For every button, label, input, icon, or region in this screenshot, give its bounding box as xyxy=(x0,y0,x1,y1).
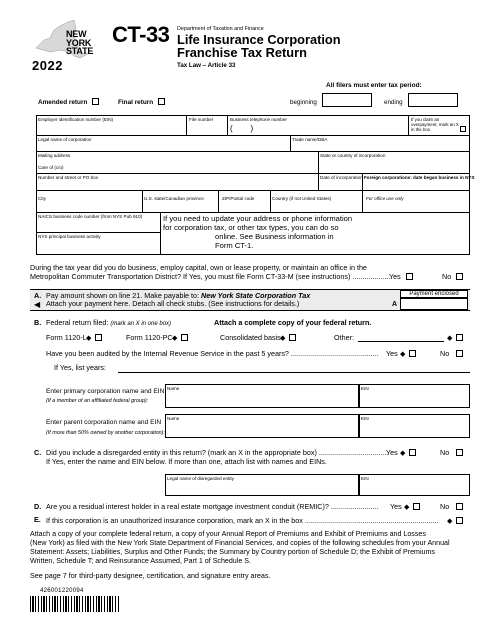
bullet-icon: ◆ xyxy=(400,351,406,358)
option-other-checkbox[interactable] xyxy=(456,334,463,341)
audit-yes-label: Yes xyxy=(386,349,398,358)
section-c-no-checkbox[interactable] xyxy=(456,449,463,456)
parent-name-label: Name xyxy=(167,416,180,421)
mctd-yes-checkbox[interactable] xyxy=(406,273,413,280)
section-c-no-label: No xyxy=(440,448,450,457)
audit-years-label: If Yes, list years: xyxy=(54,363,106,372)
attach-line-1: Attach a copy of your complete federal return, a copy of your Annual Report of Premiums and Exhibit of Premiums and Losses xyxy=(30,530,426,538)
legal-name-field[interactable]: Legal name of corporation xyxy=(38,137,92,142)
file-number-field[interactable]: File number xyxy=(189,117,214,122)
state-of-incorporation-field[interactable]: State or country of incorporation xyxy=(320,153,386,158)
section-a-line1: Pay amount shown on line 21. Make payable to: xyxy=(46,291,202,300)
de-ein-field[interactable] xyxy=(359,474,470,496)
federal-attach-note: Attach a complete copy of your federal return. xyxy=(214,318,372,327)
section-a-line2: Attach your payment here. Detach all check stubs. (See instructions for details.) xyxy=(46,299,300,308)
ending-label: ending xyxy=(384,99,403,106)
update-note-line3: online. See Business information in xyxy=(215,232,334,241)
de-ein-label: EIN xyxy=(361,476,369,481)
other-text-line[interactable] xyxy=(358,341,444,342)
section-b-letter: B. xyxy=(34,318,42,327)
audit-question: Have you been audited by the Internal Revenue Service in the past 5 years? ............................................ xyxy=(46,349,379,358)
attachments-paragraph xyxy=(30,530,475,566)
option-other-label: Other: xyxy=(334,333,354,342)
section-e-checkbox[interactable] xyxy=(456,517,463,524)
section-d-no-label: No xyxy=(440,502,450,511)
form-title-line1: Life Insurance Corporation xyxy=(177,32,341,47)
parent-corp-note: (If more than 50% owned by another corporation): xyxy=(46,430,165,436)
bullet-icon: ◆ xyxy=(172,335,178,342)
primary-name-field[interactable] xyxy=(165,384,359,408)
logo-line-1: NEW xyxy=(66,29,87,39)
mctd-no-checkbox[interactable] xyxy=(456,273,463,280)
see-page-note: See page 7 for third-party designee, certification, and signature entry areas. xyxy=(30,571,271,580)
section-c-yes-label: Yes xyxy=(386,448,398,457)
parent-ein-field[interactable] xyxy=(359,414,470,438)
primary-name-label: Name xyxy=(167,386,180,391)
update-info-note xyxy=(163,214,352,250)
bullet-icon: ◆ xyxy=(280,335,286,342)
unauthorized-question: If this corporation is an unauthorized insurance corporation, mark an X in the box ................................................................... xyxy=(46,517,439,525)
option-1120l-label: Form 1120-L xyxy=(46,333,87,342)
foreign-business-date-field[interactable]: Foreign corporations: date began business in NYS xyxy=(364,175,475,180)
payment-enclosed-label: Payment enclosed xyxy=(400,290,468,298)
mctd-yes-label: Yes xyxy=(389,272,401,281)
update-note-line4: Form CT-1. xyxy=(215,241,254,250)
mctd-no-label: No xyxy=(442,272,452,281)
tax-period-label: All filers must enter tax period: xyxy=(326,82,422,89)
city-field[interactable]: City xyxy=(38,196,46,201)
attach-line-3: Statement: Assets; Liabilities, Surplus and Other Funds; the Summary by Country portion of Schedule D; the Exhibit of Premiums xyxy=(30,548,435,556)
amended-return-label: Amended return xyxy=(38,99,88,106)
section-a-letter: A. xyxy=(34,291,42,300)
naics-field[interactable]: NAICS business code number (from NYS Pub 910) xyxy=(38,214,143,219)
audit-yes-checkbox[interactable] xyxy=(409,350,416,357)
de-name-label: Legal name of disregarded entity xyxy=(167,476,234,481)
section-c-yes-checkbox[interactable] xyxy=(409,449,416,456)
department-name: Department of Taxation and Finance xyxy=(177,26,264,32)
logo-line-2: YORK xyxy=(66,37,92,48)
barcode xyxy=(30,596,120,612)
bullet-icon: ◆ xyxy=(86,335,92,342)
section-d-letter: D. xyxy=(34,502,42,511)
bullet-icon: ◆ xyxy=(447,335,453,342)
update-note-line1: If you need to update your address or phone information xyxy=(163,214,353,223)
country-field[interactable]: Country (if not United States) xyxy=(272,196,332,201)
federal-mark-note: (mark an X in one box) xyxy=(110,321,172,327)
ending-date-field[interactable] xyxy=(408,93,458,107)
primary-ein-field[interactable] xyxy=(359,384,470,408)
section-d-yes-label: Yes xyxy=(390,502,402,511)
primary-corp-note: (If a member of an affiliated federal group): xyxy=(46,398,149,404)
zip-field[interactable]: ZIP/Postal code xyxy=(222,196,255,201)
care-of-field[interactable]: Care of (c/o) xyxy=(38,165,64,170)
section-d-yes-checkbox[interactable] xyxy=(413,503,420,510)
payment-letter: A xyxy=(392,301,398,308)
form-year: 2022 xyxy=(32,58,63,73)
primary-ein-label: EIN xyxy=(361,386,369,391)
arrow-icon: ◀ xyxy=(34,300,41,309)
us-state-field[interactable]: U.S. state/Canadian province xyxy=(144,196,204,201)
phone-template: ( ) xyxy=(230,124,254,133)
parent-ein-label: EIN xyxy=(361,416,369,421)
audit-no-label: No xyxy=(440,349,450,358)
form-number: CT-33 xyxy=(112,22,170,47)
office-use-label: For office use only xyxy=(366,196,404,201)
ein-field[interactable]: Employer identification number (EIN) xyxy=(38,117,114,122)
audit-no-checkbox[interactable] xyxy=(456,350,463,357)
bullet-icon: ◆ xyxy=(404,504,410,511)
primary-corp-label: Enter primary corporation name and EIN xyxy=(46,388,165,395)
form-title-line2: Franchise Tax Return xyxy=(177,45,307,60)
nys-activity-field[interactable]: NYS principal business activity xyxy=(38,234,101,239)
section-d-no-checkbox[interactable] xyxy=(456,503,463,510)
street-field[interactable]: Number and street or PO box xyxy=(38,175,99,180)
date-of-incorporation-field[interactable]: Date of incorporation xyxy=(320,175,363,180)
attach-line-2: (New York) as filed with the New York State Department of Financial Services, and copies of the following schedules from your Annual xyxy=(30,539,450,547)
option-1120l-checkbox[interactable] xyxy=(95,334,102,341)
parent-corp-label: Enter parent corporation name and EIN xyxy=(46,419,162,426)
mctd-question-line1: During the tax year did you do business, employ capital, own or lease property, or maintain an office in the xyxy=(30,263,367,272)
section-a-payee: New York State Corporation Tax xyxy=(201,291,311,300)
beginning-label: beginning xyxy=(290,99,317,106)
attach-line-4: Written, Schedule T; and Reinsurance Assumed, Part 1 of Schedule S. xyxy=(30,557,251,565)
barcode-number: 426001220094 xyxy=(40,588,84,594)
overpayment-checkbox[interactable] xyxy=(460,126,466,132)
beginning-date-field[interactable] xyxy=(322,93,372,107)
federal-return-label: Federal return filed: xyxy=(46,318,109,327)
option-consolidated-checkbox[interactable] xyxy=(289,334,296,341)
option-consolidated-label: Consolidated basis xyxy=(220,333,281,342)
option-1120pc-label: Form 1120-PC xyxy=(126,333,173,342)
mailing-address-field[interactable]: Mailing address xyxy=(38,153,71,158)
update-note-line2: for corporation tax, or other tax types, you can do so xyxy=(163,223,339,232)
disregarded-entity-instruction: If Yes, enter the name and EIN below. If more than one, attach list with names and EINs. xyxy=(46,457,327,466)
tax-law: Tax Law – Article 33 xyxy=(177,62,236,69)
amended-return-checkbox[interactable] xyxy=(92,98,99,105)
disregarded-entity-question: Did you include a disregarded entity in this return? (mark an X in the appropriate box) ................................... xyxy=(46,448,389,457)
phone-field[interactable]: Business telephone number xyxy=(230,117,287,122)
overpayment-note: If you claim an overpayment, mark an X in the box xyxy=(411,117,459,132)
bullet-icon: ◆ xyxy=(447,518,453,525)
logo-line-3: STATE xyxy=(66,46,94,56)
option-1120pc-checkbox[interactable] xyxy=(181,334,188,341)
section-e-letter: E. xyxy=(34,515,41,524)
final-return-checkbox[interactable] xyxy=(158,98,165,105)
trade-name-field[interactable]: Trade name/DBA xyxy=(292,137,328,142)
payment-amount-field[interactable] xyxy=(400,298,468,310)
remic-question: Are you a residual interest holder in a real estate mortgage investment conduit (REMIC)? ........................ xyxy=(46,502,379,511)
mctd-question-line2: Metropolitan Commuter Transportation District? If Yes, you must file Form CT-33-M (see instructions) .................... xyxy=(30,272,393,281)
parent-name-field[interactable] xyxy=(165,414,359,438)
final-return-label: Final return xyxy=(118,99,154,106)
bullet-icon: ◆ xyxy=(400,450,406,457)
audit-years-line[interactable] xyxy=(118,372,470,373)
section-c-letter: C. xyxy=(34,448,42,457)
